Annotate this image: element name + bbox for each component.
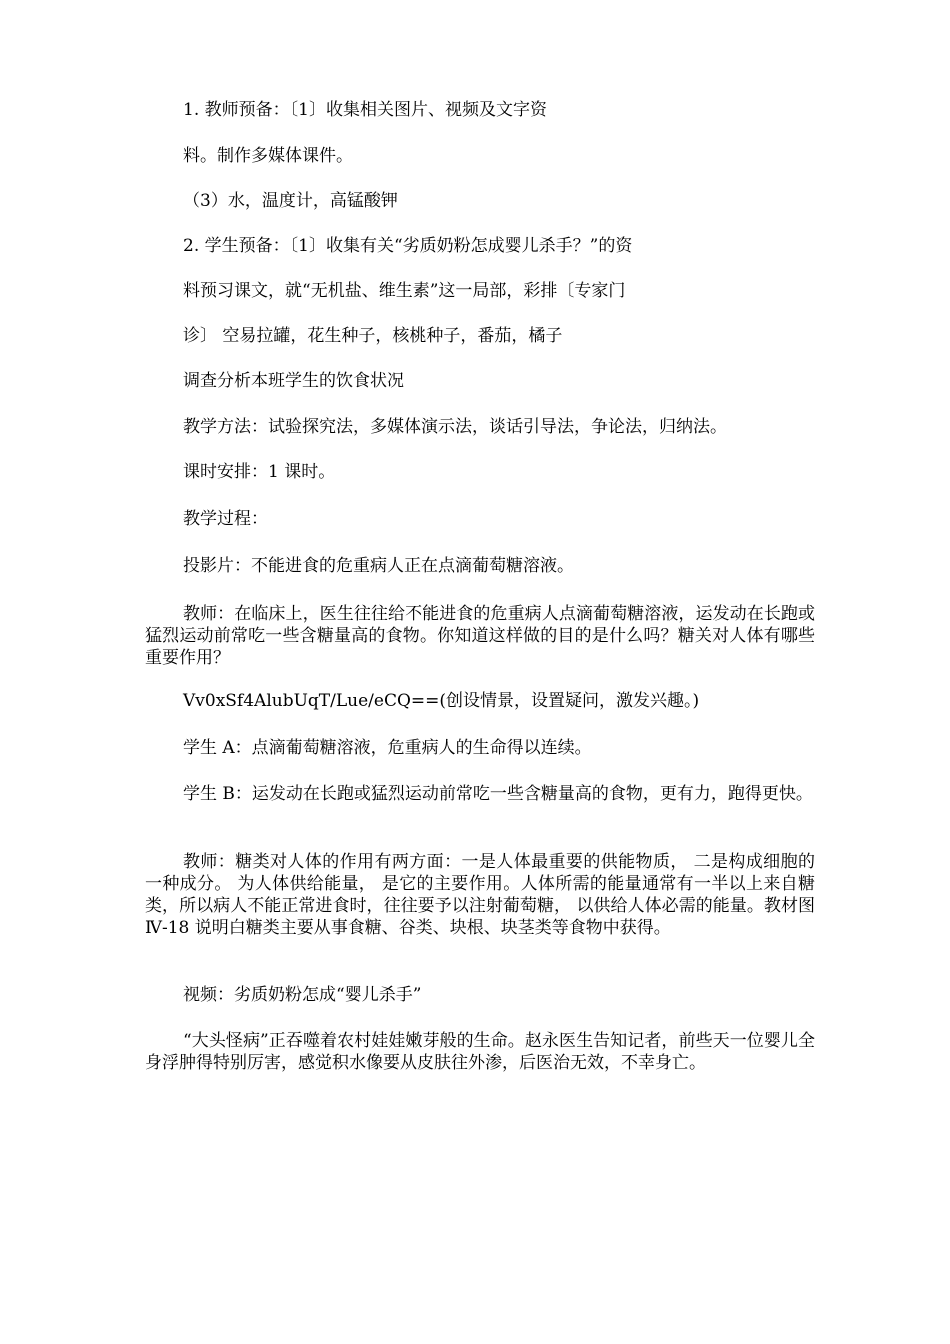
scenario-note-paragraph: Vv0xSf4AlubUqT/Lue/eCQ==(创设情景，设置疑问，激发兴趣。) <box>183 691 700 711</box>
teacher-question-paragraph: 教师：在临床上，医生往往给不能进食的危重病人点滴葡萄糖溶液，运发动在长跑或猛烈运动前常吃一些含糖量高的食物。你知道这样做的目的是什么吗？糖关对人体有哪些重要作用？ <box>145 604 815 668</box>
video-title-paragraph: 视频：劣质奶粉怎成“婴儿杀手” <box>183 985 422 1005</box>
teaching-process-heading: 教学过程： <box>183 509 268 529</box>
student-a-paragraph: 学生 A：点滴葡萄糖溶液，危重病人的生命得以连续。 <box>183 738 592 758</box>
student-b-paragraph: 学生 B：运发动在长跑或猛烈运动前常吃一些含糖量高的食物，更有力，跑得更快。 <box>183 784 813 804</box>
prep-teacher-line: 1. 教师预备：〔1〕收集相关图片、视频及文字资 <box>183 100 547 120</box>
teaching-methods-line: 教学方法：试验探究法，多媒体演示法，谈话引导法，争论法，归纳法。 <box>183 417 727 437</box>
materials-line: （3）水，温度计，高锰酸钾 <box>183 191 398 211</box>
slide-line: 投影片：不能进食的危重病人正在点滴葡萄糖溶液。 <box>183 556 574 576</box>
prep-teacher-line-cont: 料。制作多媒体课件。 <box>183 146 353 166</box>
prep-student-items: 诊〕 空易拉罐，花生种子，核桃种子，番茄，橘子 <box>183 326 563 346</box>
survey-line: 调查分析本班学生的饮食状况 <box>183 371 404 391</box>
class-hours-line: 课时安排：1 课时。 <box>183 462 336 482</box>
prep-student-line-cont: 料预习课文，就“无机盐、维生素”这一局部，彩排〔专家门 <box>183 281 626 301</box>
teacher-explanation-paragraph: 教师：糖类对人体的作用有两方面：一是人体最重要的供能物质， 二是构成细胞的一种成分。 为人体供给能量， 是它的主要作用。人体所需的能量通常有一半以上来自糖类，所以病人不能正常进食时，往往要予以注射葡萄糖， 以供给人体必需的能量。教材图Ⅳ-18 说明白糖类主要从事食糖、谷类、块根、块茎类等食物中获得。 <box>145 852 815 938</box>
prep-student-line: 2. 学生预备：〔1〕收集有关“劣质奶粉怎成婴儿杀手？”的资 <box>183 236 633 256</box>
news-story-paragraph: “大头怪病”正吞噬着农村娃娃嫩芽般的生命。赵永医生告知记者，前些天一位婴儿全身浮肿得特别厉害，感觉积水像要从皮肤往外渗，后医治无效，不幸身亡。 <box>145 1031 815 1073</box>
